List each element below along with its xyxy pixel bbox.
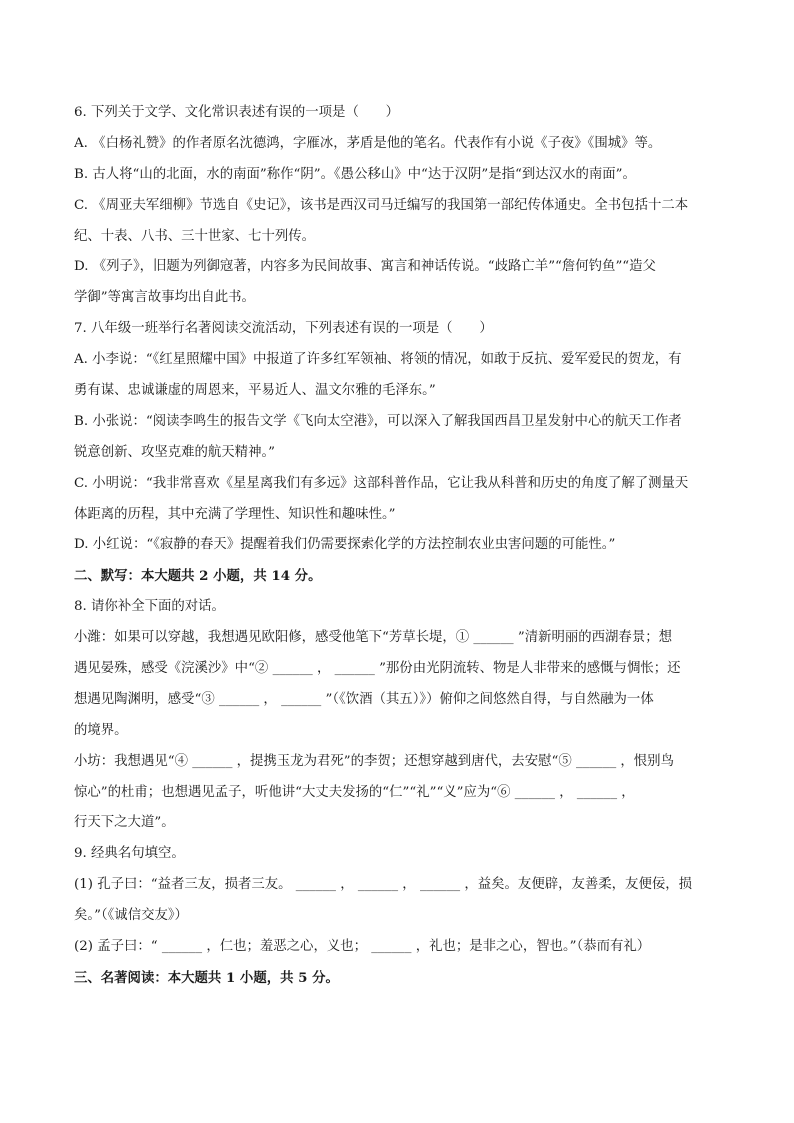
text-line: 勇有谋、忠诚谦虚的周恩来，平易近人、温文尔雅的毛泽东。” bbox=[74, 383, 436, 399]
text-line: C. 《周亚夫军细柳》节选自《史记》，该书是西汉司马迁编写的我国第一部纪传体通史。全书包括十二本 bbox=[74, 197, 689, 213]
text-line: B. 小张说：“阅读李鸣生的报告文学《飞向太空港》，可以深入了解我国西昌卫星发射中心的航天工作者 bbox=[74, 413, 682, 429]
section-heading: 三、名著阅读：本大题共 1 小题，共 5 分。 bbox=[74, 969, 339, 986]
text-line: A. 《白杨礼赞》的作者原名沈德鸿，字雁冰，茅盾是他的笔名。代表作有小说《子夜》《围城》等。 bbox=[74, 135, 662, 151]
text-line: 的境界。 bbox=[74, 722, 128, 738]
section-heading: 二、默写：本大题共 2 小题，共 14 分。 bbox=[74, 568, 322, 585]
text-line: 矣。”（《诚信交友》） bbox=[74, 908, 188, 924]
text-line: 7. 八年级一班举行名著阅读交流活动，下列表述有误的一项是（ ） bbox=[74, 321, 493, 337]
text-line: (2) 孟子曰：“ ______ ，仁也；羞恶之心，义也； ______ ，礼也；是非之心，智也。”（恭而有礼） bbox=[74, 939, 651, 955]
text-line: 纪、十表、八书、三十世家、七十列传。 bbox=[74, 228, 316, 244]
text-line: 惊心”的杜甫；也想遇见孟子，听他讲“大丈夫发扬的“仁”“礼”“义”应为“⑥ ______ ， ______ ， bbox=[74, 784, 635, 800]
text-line: 想遇见陶渊明，感受“③ ______ ， ______ ”（《饮酒（其五）》）俯仰之间悠然自得，与自然融为一体 bbox=[74, 691, 654, 707]
text-line: 9. 经典名句填空。 bbox=[74, 846, 185, 862]
exam-content bbox=[74, 98, 724, 994]
text-line: 学御”等寓言故事均出自此书。 bbox=[74, 290, 255, 306]
text-line: 遇见晏殊，感受《浣溪沙》中“② ______ ， ______ ”那份由光阴流转、物是人非带来的感慨与惆怅；还 bbox=[74, 661, 681, 677]
text-line: 小坊：我想遇见“④ ______ ，提携玉龙为君死”的李贺；还想穿越到唐代，去安慰“⑤ ______ ，恨别鸟 bbox=[74, 753, 674, 769]
text-line: 行天下之大道”。 bbox=[74, 815, 175, 831]
text-line: 8. 请你补全下面的对话。 bbox=[74, 599, 225, 615]
text-line: B. 古人将“山的北面，水的南面”称作“阴”。《愚公移山》中“达于汉阴”是指“到达汉水的南面”。 bbox=[74, 166, 636, 182]
text-line: 体距离的历程，其中充满了学理性、知识性和趣味性。” bbox=[74, 506, 396, 522]
text-line: 锐意创新、攻坚克难的航天精神。” bbox=[74, 444, 276, 460]
text-line: A. 小李说：“《红星照耀中国》中报道了许多红军领袖、将领的情况，如敢于反抗、爱军爱民的贺龙，有 bbox=[74, 352, 682, 368]
text-line: D. 小红说：“《寂静的春天》提醒着我们仍需要探索化学的方法控制农业虫害问题的可能性。” bbox=[74, 537, 616, 553]
text-line: (1) 孔子曰：“益者三友，损者三友。 ______ ， ______ ， ______ ，益矣。友便辟，友善柔，友便佞，损 bbox=[74, 877, 693, 893]
text-line: 小潍：如果可以穿越，我想遇见欧阳修，感受他笔下“芳草长堤，① ______ ”清新明丽的西湖春景；想 bbox=[74, 630, 672, 646]
text-line: D. 《列子》，旧题为列御寇著，内容多为民间故事、寓言和神话传说。“歧路亡羊”“詹何钓鱼”“造父 bbox=[74, 259, 656, 275]
text-line: 6. 下列关于文学、文化常识表述有误的一项是（ ） bbox=[74, 105, 400, 120]
text-line: C. 小明说：“我非常喜欢《星星离我们有多远》这部科普作品，它让我从科普和历史的角度了解了测量天 bbox=[74, 475, 689, 491]
